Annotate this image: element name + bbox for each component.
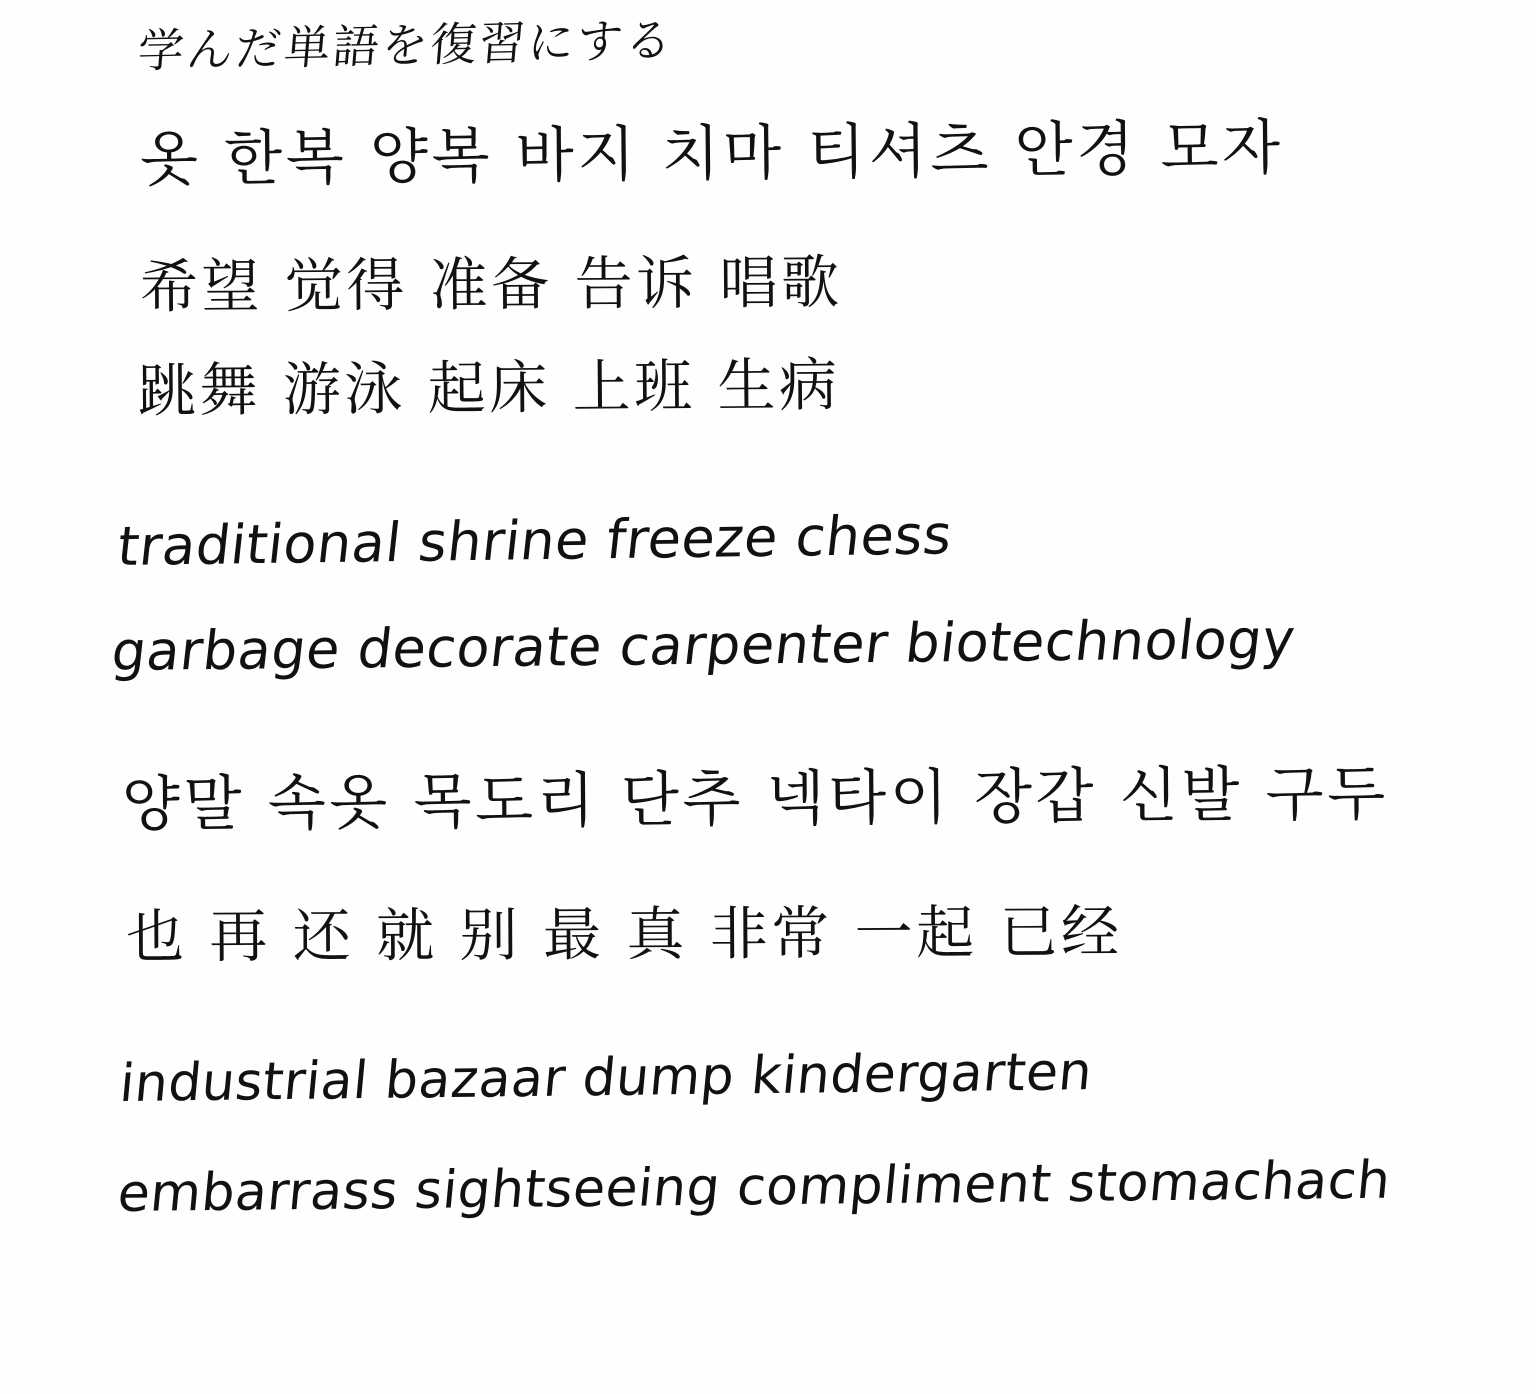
note-line-korean-clothing: 옷 한복 양복 바지 치마 티셔츠 안경 모자 — [139, 113, 1284, 195]
note-line-english-vocab-4: embarrass sightseeing compliment stomachach — [115, 1150, 1394, 1225]
note-line-chinese-adverbs: 也 再 还 就 别 最 真 非常 一起 已经 — [125, 897, 1123, 971]
note-line-chinese-verbs-1: 希望 觉得 准备 告诉 唱歌 — [139, 248, 843, 321]
note-line-korean-accessories: 양말 속옷 목도리 단추 넥타이 장갑 신발 구두 — [121, 758, 1390, 840]
note-line-english-vocab-1: traditional shrine freeze chess — [114, 503, 956, 579]
note-line-english-vocab-2: garbage decorate carpenter biotechnology — [108, 607, 1299, 684]
note-line-english-vocab-3: industrial bazaar dump kindergarten — [117, 1042, 1095, 1115]
note-line-chinese-verbs-2: 跳舞 游泳 起床 上班 生病 — [137, 350, 841, 425]
note-line-title: 学んだ単語を復習にする — [135, 12, 677, 79]
